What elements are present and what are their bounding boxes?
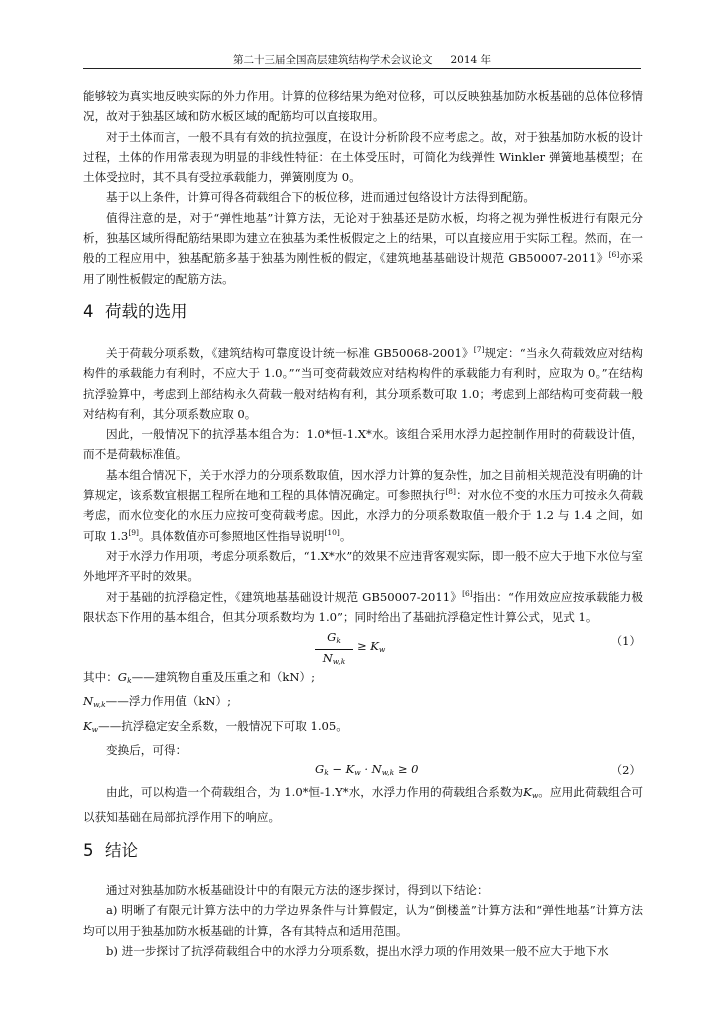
symbol-k: K: [523, 785, 532, 800]
citation-ref: [8]: [445, 487, 456, 497]
section-heading-5: [83, 839, 643, 863]
text-run: ——浮力作用值（kN）;: [105, 694, 232, 709]
symbol-n: N: [322, 651, 333, 666]
text-run: 其中：: [83, 670, 118, 685]
subscript: k: [127, 676, 132, 686]
text-run: 亦采用了刚性板假定的配筋方法。: [83, 251, 643, 286]
text-run: ——建筑物自重及压重之和（kN）;: [131, 670, 315, 685]
paragraph-conclusion-intro: 通过对独基加防水板基础设计中的有限元方法的逐步探讨，得到以下结论：: [106, 882, 489, 897]
paragraph-soil-behavior: 对于土体而言，一般不具有有效的抗拉强度，在设计分析阶段不应考虑之。故，对于独基加防水板的设计过程，土体的作用常表现为明显的非线性特征：在土体受压时，可简化为线弹性 Winkler 弹簧地基模型；在土体受拉时，其不具有受拉承载能力，弹簧刚度为 0。: [83, 129, 643, 185]
subscript: w: [354, 768, 361, 778]
denominator: [315, 649, 353, 670]
paragraph-symbol-g: [83, 667, 643, 691]
subscript: w,k: [93, 700, 106, 710]
paragraph-transform: 变换后，可得：: [106, 743, 188, 758]
citation-ref: [10]: [324, 527, 340, 537]
paragraph-conclusion-a: a) 明晰了有限元计算方法中的力学边界条件与计算假定，认为“倒楼盖”计算方法和“弹性地基”计算方法均可以用于独基加防水板基础的计算，各有其特点和适用范围。: [83, 903, 643, 938]
symbol-k: − K: [328, 762, 355, 777]
paragraph-displacement: 能够较为真实地反映实际的外力作用。计算的位移结果为绝对位移，可以反映独基加防水板基础的总体位移情况，故对于独基区域和防水板区域的配筋均可以直接取用。: [83, 89, 643, 124]
text-run: 规定：“当永久荷载效应对结构构件的承载能力有利时，不应大于 1.0。”“当可变荷载效应对结构构件的承载能力有利时，应取为 0。”在结构抗浮验算中，考虑到上部结构永久荷载一般对结构有利，其分项系数可取 1.0；考虑到上部结构可变荷载一般对结构有利，其分项系数应取 0。: [83, 345, 643, 421]
equation-expression: [315, 762, 418, 777]
paragraph-elastic-foundation: [83, 208, 643, 289]
relation-text: ≥ 0: [394, 762, 419, 777]
symbol-n: N: [83, 694, 94, 709]
text-run: 由此，可以构造一个荷载组合，为 1.0*恒-1.Y*水，水浮力作用的荷载组合系数为: [106, 785, 524, 800]
running-header: [83, 54, 641, 69]
symbol-k: K: [83, 718, 92, 733]
text-run: ——抗浮稳定安全系数，一般情况下可取 1.05。: [98, 718, 348, 733]
citation-ref: [9]: [128, 527, 139, 537]
symbol-n: · N: [360, 762, 382, 777]
page-body: [83, 86, 643, 961]
equation-1: [83, 627, 643, 667]
subscript: k: [336, 636, 341, 646]
citation-ref: [6]: [462, 588, 473, 598]
symbol-g: G: [327, 630, 337, 645]
subscript: w,k: [381, 768, 395, 778]
text-run: 。应用此荷载组合可以获知基础在局部抗浮作用下的响应。: [83, 785, 643, 824]
numerator: [315, 629, 353, 649]
relation: [357, 639, 385, 654]
subscript: w: [91, 724, 99, 734]
section-number: 5: [83, 840, 94, 860]
equation-number: （2）: [610, 763, 641, 778]
paragraph-load-factors: [83, 343, 643, 424]
text-run: 。: [339, 528, 352, 543]
subscript: w: [531, 791, 539, 801]
symbol-g: G: [315, 762, 325, 777]
subscript: k: [324, 768, 329, 778]
citation-ref: [6]: [608, 250, 620, 260]
text-run: 关于荷载分项系数，《建筑结构可靠度设计统一标准 GB50068-2001》: [106, 345, 474, 360]
paragraph-buoyancy-factor: [83, 465, 643, 546]
paragraph-conclusion-b: b) 进一步探讨了抗浮荷载组合中的水浮力分项系数，提出水浮力项的作用效果一般不应大于地下水: [106, 943, 609, 958]
paragraph-envelope-design: 基于以上条件，计算可得各荷载组合下的板位移，进而通过包络设计方法得到配筋。: [106, 190, 535, 205]
equation-2: [83, 760, 643, 782]
section-title: 结论: [105, 840, 138, 860]
text-run: 。具体数值亦可参照地区性指导说明: [138, 528, 325, 543]
section-heading-4: [83, 300, 643, 324]
text-run: ：对水位不变的水压力可按永久荷载考虑，而水位变化的水压力应按可变荷载考虑。因此，水浮力的分项系数取值一般介于 1.2 与 1.4 之间，如可取 1.3: [83, 488, 643, 543]
relation-text: ≥ K: [357, 639, 379, 654]
symbol-g: G: [117, 670, 128, 685]
text-run: 值得注意的是，对于“弹性地基”计算方法，无论对于独基还是防水板，均将之视为弹性板进行有限元分析，独基区域所得配筋结果即为建立在独基为柔性板假定之上的结果，可以直接应用于实际工程。然而，在一般的工程应用中，独基配筋多基于独基为刚性板的假定，《建筑地基基础设计规范 GB50007-2011》: [83, 210, 643, 266]
equation-number: （1）: [610, 634, 641, 649]
section-title: 荷载的选用: [105, 301, 188, 321]
header-year: 2014 年: [450, 54, 492, 66]
paragraph-load-combination: [83, 782, 643, 827]
text-run: 基本组合情况下，关于水浮力的分项系数取值，因水浮力计算的复杂性，加之目前相关规范没有明确的计算规定，该系数宜根据工程所在地和工程的具体情况确定。可参照执行: [83, 467, 643, 503]
text-run: 指出：“作用效应应按承载能力极限状态下作用的基本组合，但其分项系数均为 1.0”；同时给出了基础抗浮稳定性计算公式，见式 1。: [83, 589, 643, 624]
paragraph-buoyancy-limit: 对于水浮力作用项，考虑分项系数后，“1.X*水”的效果不应违背客观实际，即一般不应大于地下水位与室外地坪齐平时的效果。: [83, 548, 643, 584]
paragraph-basic-combination: 因此，一般情况下的抗浮基本组合为：1.0*恒-1.X*水。该组合采用水浮力起控制作用时的荷载设计值，而不是荷载标准值。: [83, 427, 643, 462]
text-run: 对于基础的抗浮稳定性，《建筑地基基础设计规范 GB50007-2011》: [106, 589, 463, 604]
subscript: w: [378, 645, 386, 655]
paragraph-symbol-k: [83, 716, 643, 740]
fraction: [315, 629, 386, 670]
section-number: 4: [83, 301, 94, 321]
conference-title: 第二十三届全国高层建筑结构学术会议论文: [232, 54, 433, 66]
citation-ref: [7]: [473, 344, 485, 354]
paragraph-symbol-n: [83, 691, 643, 715]
paragraph-stability: [83, 587, 643, 628]
subscript: w,k: [332, 657, 346, 667]
